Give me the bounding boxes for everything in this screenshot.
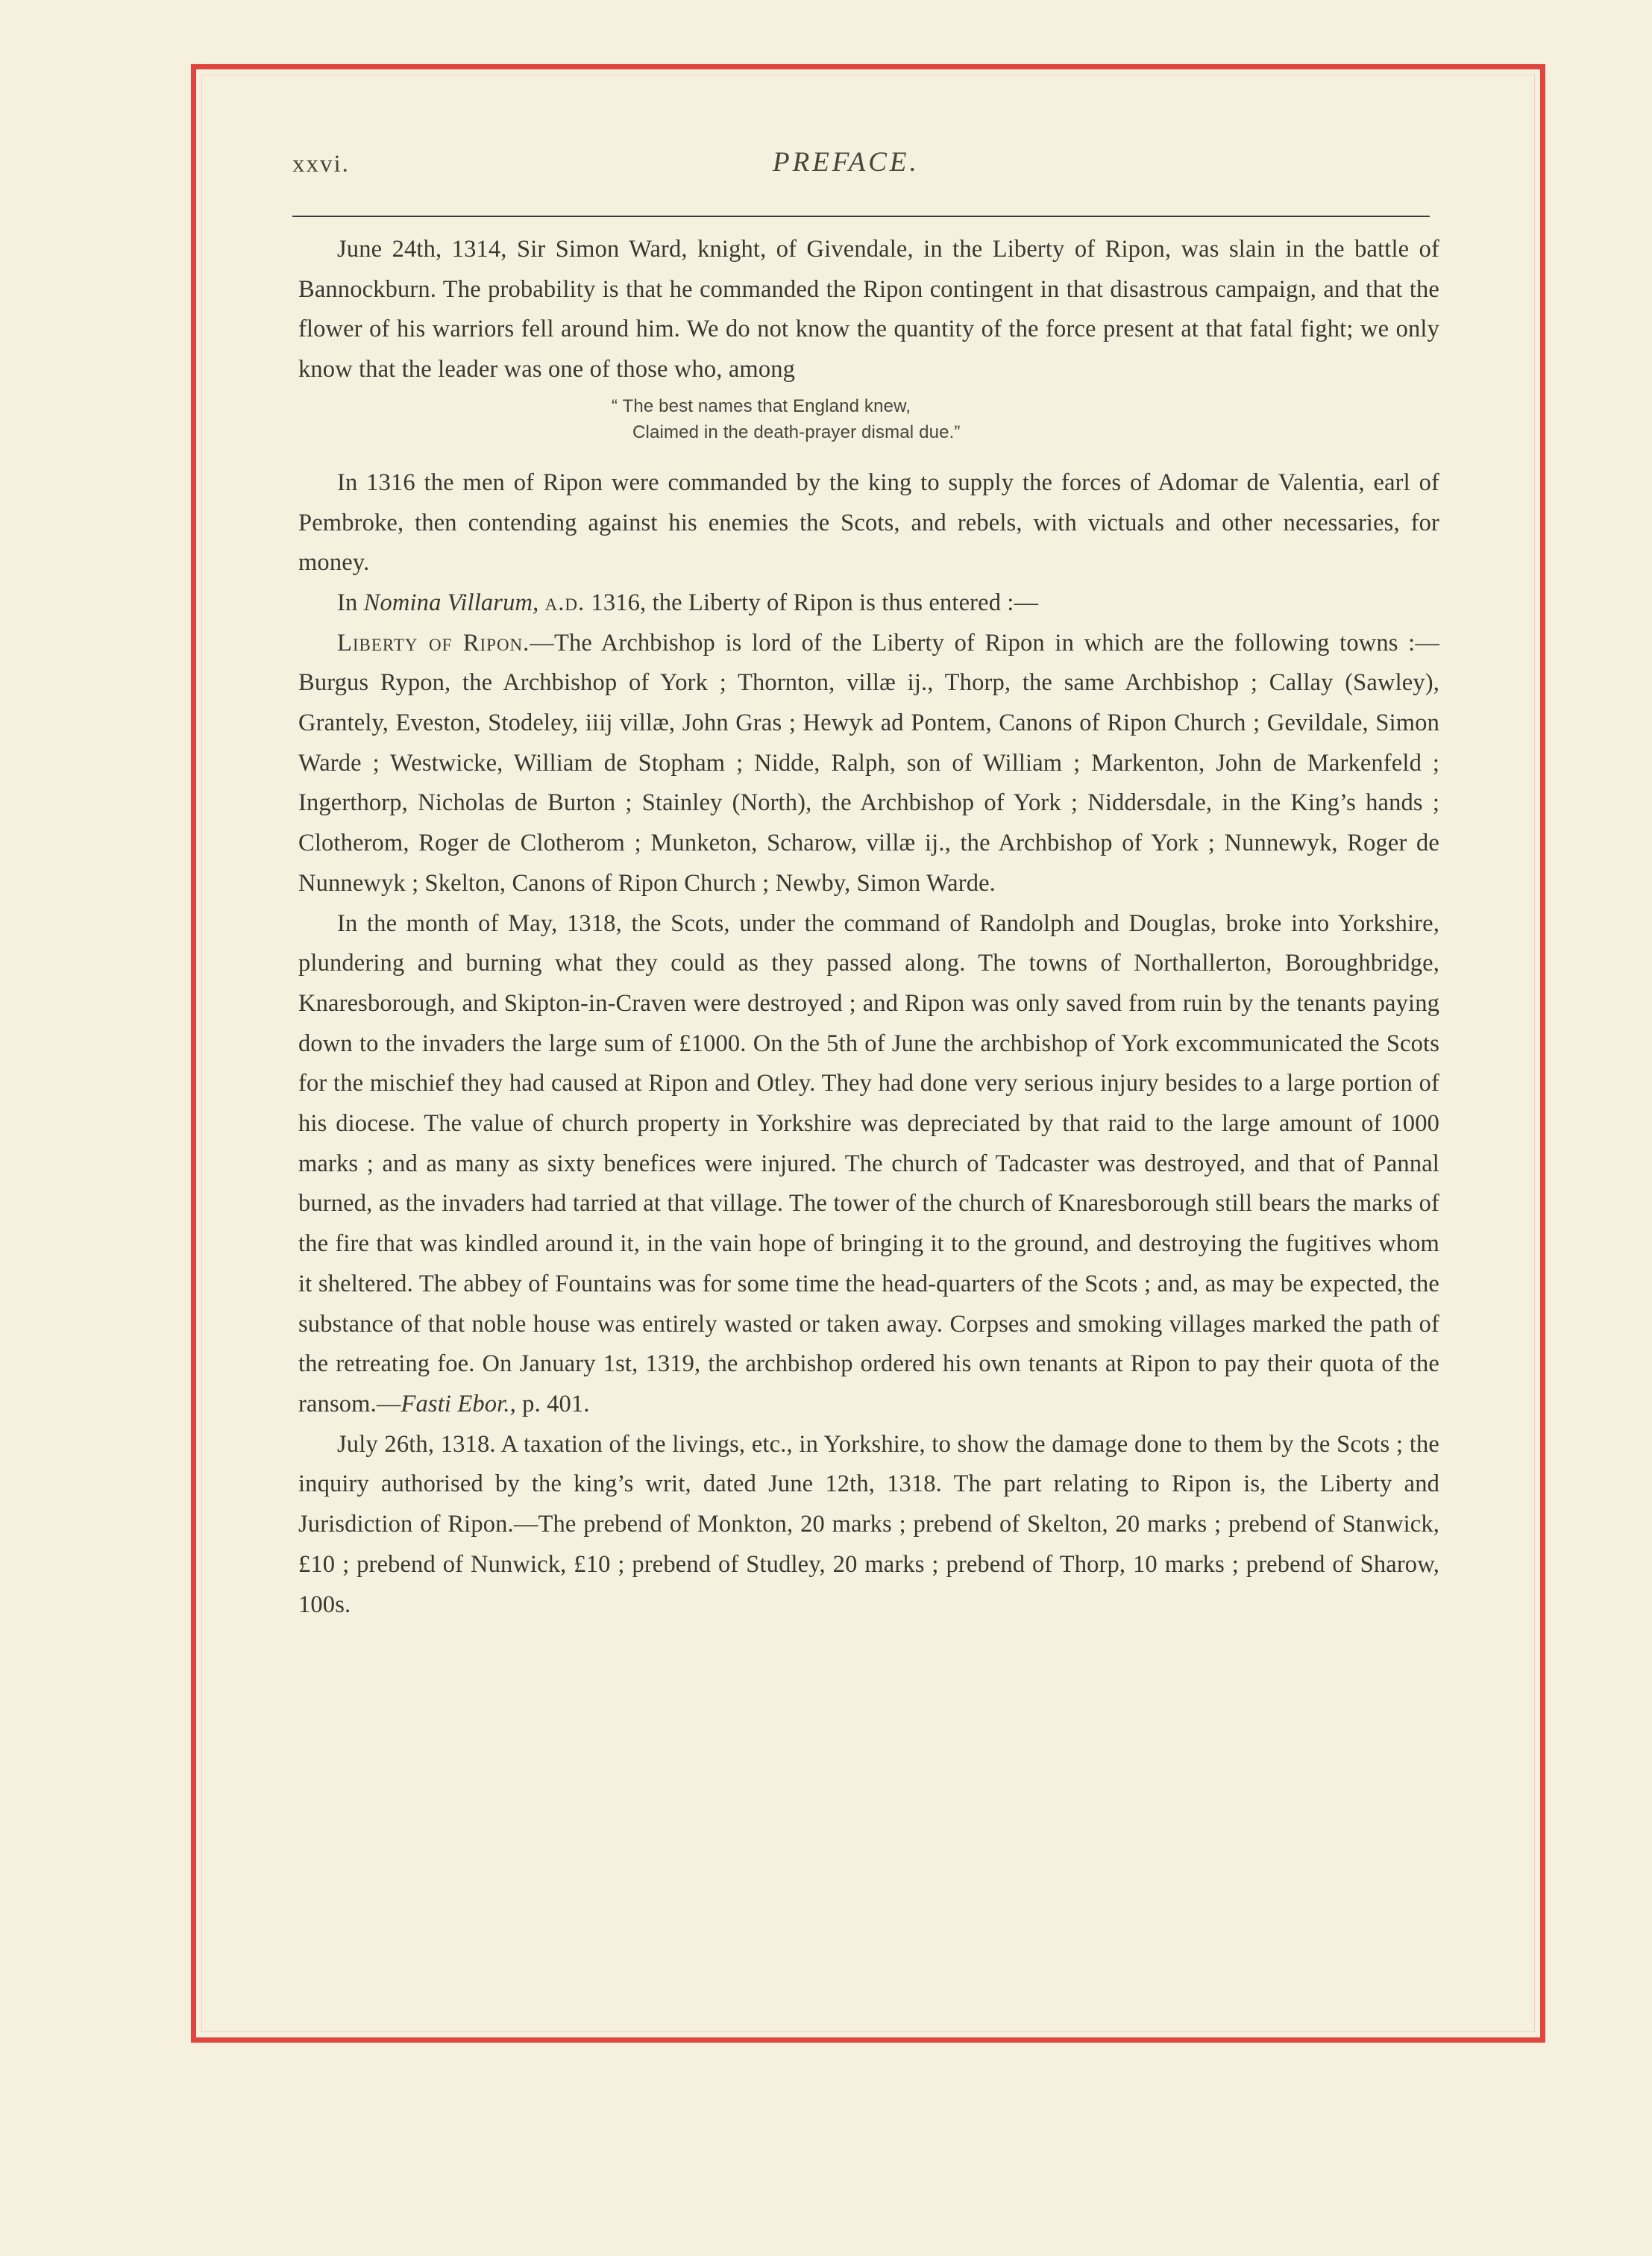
page-header bbox=[292, 142, 1439, 216]
paragraph-1316-forces: In 1316 the men of Ripon were commanded by the king to supply the forces of Adomar de Valentia, earl of Pembroke, then contending against his enemies the Scots, and rebels, with victuals and other necessaries, for money. bbox=[298, 469, 1439, 577]
liberty-heading: Liberty of Ripon. bbox=[337, 629, 530, 657]
raid-page-ref: p. 401. bbox=[515, 1390, 590, 1417]
paragraph-scots-raid-1318 bbox=[298, 904, 1439, 1425]
running-head: PREFACE. bbox=[773, 147, 920, 178]
liberty-text: —The Archbishop is lord of the Liberty of Ripon in which are the following towns :—Burgus Rypon, the Archbishop of York ; Thornton, villæ ij., Thorp, the same Archbishop ; Callay (Sawley), Grantely, Eveston, Stodeley, iiij villæ, John Gras ; Hewyk ad Pontem, Canons of Ripon Church ; Gevildale, Simon Warde ; Westwicke, William de Stopham ; Nidde, Ralph, son of William ; Markenton, John de Markenfeld ; Ingerthorp, Nicholas de Burton ; Stainley (North), the Archbishop of York ; Niddersdale, in the King’s hands ; Clotherom, Roger de Clotherom ; Munketon, Scharow, villæ ij., the Archbishop of York ; Nunnewyk, Roger de Nunnewyk ; Skelton, Canons of Ripon Church ; Newby, Simon Warde. bbox=[298, 629, 1439, 897]
raid-text: In the month of May, 1318, the Scots, under the command of Randolph and Douglas, broke into Yorkshire, plundering and burning what they could as they passed along. The towns of Northallerton, Boroughbridge, Knaresborough, and Skipton-in-Craven were destroyed ; and Ripon was only saved from ruin by the tenants paying down to the invaders the large sum of £1000. On the 5th of June the archbishop of York excommunicated the Scots for the mischief they had caused at Ripon and Otley. They had done very serious injury besides to a large portion of his diocese. The value of church property in Yorkshire was depreciated by that raid to the large amount of 1000 marks ; and as many as sixty benefices were injured. The church of Tadcaster was destroyed, and that of Pannal burned, as the invaders had tarried at that village. The tower of the church of Knaresborough still bears the marks of the fire that was kindled around it, in the vain hope of bringing it to the ground, and destroying the fugitives whom it sheltered. The abbey of Fountains was for some time the head-quarters of the Scots ; and, as may be expected, the substance of that noble house was entirely wasted or taken away. Corpses and smoking villages marked the path of the retreating foe. On January 1st, 1319, the archbishop ordered his own tenants at Ripon to pay their quota of the ransom.— bbox=[298, 909, 1439, 1417]
page-content bbox=[292, 142, 1439, 2007]
nomina-title: Nomina Villarum, bbox=[363, 589, 539, 616]
page-number: xxvi. bbox=[292, 151, 350, 178]
nomina-rest: 1316, the Liberty of Ripon is thus entered :— bbox=[585, 589, 1039, 616]
nomina-ad: a.d. bbox=[544, 589, 585, 616]
paragraph-liberty-of-ripon bbox=[298, 624, 1439, 904]
nomina-lead: In bbox=[337, 589, 364, 616]
paragraph-nomina-villarum bbox=[298, 583, 1439, 624]
header-rule bbox=[292, 216, 1430, 217]
paragraph-bannockburn: June 24th, 1314, Sir Simon Ward, knight, of Givendale, in the Liberty of Ripon, was slain in the battle of Bannockburn. The probability is that he commanded the Ripon contingent in that disastrous campaign, and that the flower of his warriors fell around him. We do not know the quantity of the force present at that fatal fight; we only know that the leader was one of those who, among bbox=[298, 236, 1439, 383]
paragraph-taxation-1318: July 26th, 1318. A taxation of the livings, etc., in Yorkshire, to show the damage done to them by the Scots ; the inquiry authorised by the king’s writ, dated June 12th, 1318. The part relating to Ripon is, the Liberty and Jurisdiction of Ripon.—The prebend of Monkton, 20 marks ; prebend of Skelton, 20 marks ; prebend of Stanwick, £10 ; prebend of Nunwick, £10 ; prebend of Studley, 20 marks ; prebend of Thorp, 10 marks ; prebend of Sharow, 100s. bbox=[298, 1430, 1439, 1618]
spacer bbox=[298, 450, 1439, 463]
raid-citation: Fasti Ebor., bbox=[401, 1390, 516, 1417]
quote-line-1: “ The best names that England knew, bbox=[612, 395, 911, 416]
body-text bbox=[298, 230, 1439, 1625]
quote-line-2: Claimed in the death-prayer dismal due.” bbox=[632, 422, 961, 442]
verse-quotation bbox=[298, 393, 1439, 445]
